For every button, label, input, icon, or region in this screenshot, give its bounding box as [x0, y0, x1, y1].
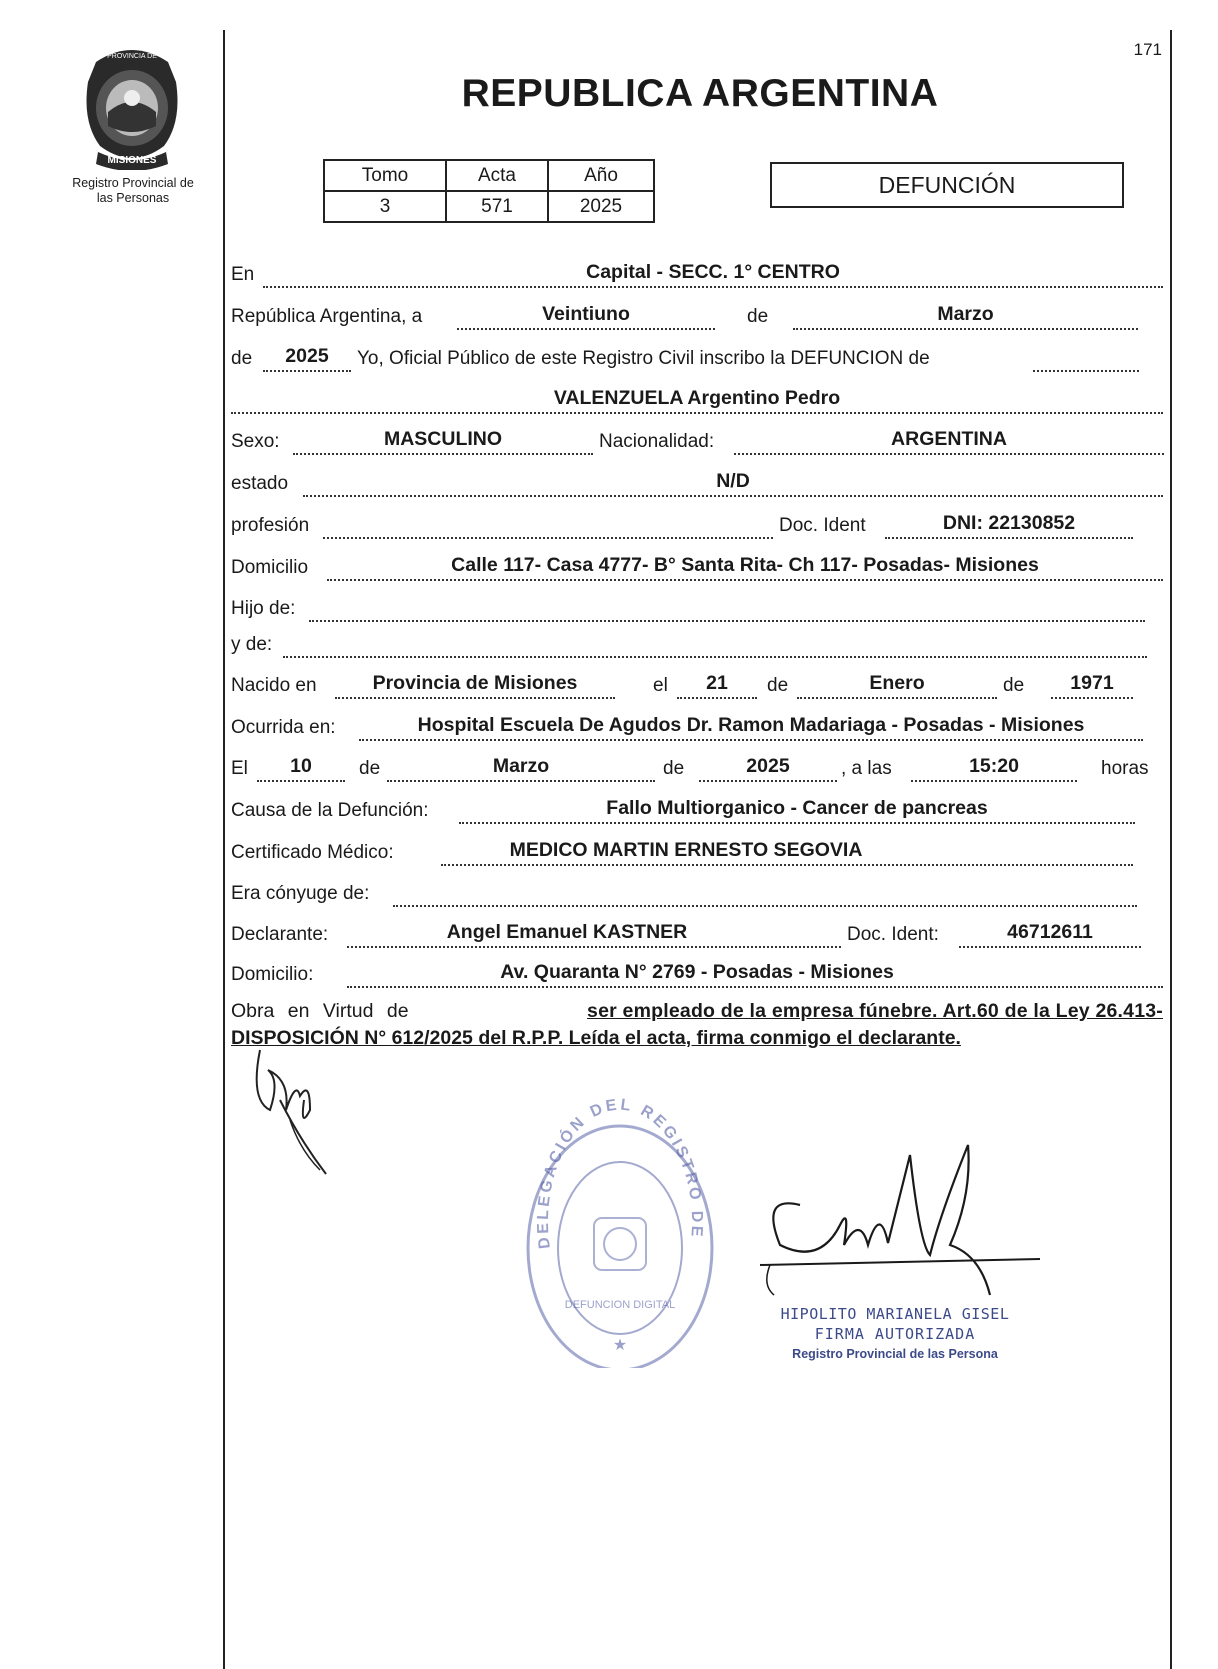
line-estado [231, 467, 1163, 501]
en-value: Capital - SECC. 1° CENTRO [586, 261, 840, 283]
death-time: 15:20 [969, 755, 1019, 777]
line-decl-domicilio [231, 958, 1163, 992]
birth-month: Enero [869, 672, 925, 694]
province-logo [68, 42, 196, 170]
day-words: Veintiuno [542, 303, 630, 325]
certificado-value: MEDICO MARTIN ERNESTO SEGOVIA [509, 839, 863, 861]
birth-day: 21 [706, 672, 728, 694]
hijo-field [309, 594, 1145, 622]
el-death-label: El [231, 758, 248, 779]
conyuge-field [393, 879, 1137, 907]
page-number: 171 [1133, 40, 1162, 59]
line-conyuge [231, 877, 1163, 911]
acta-header: Acta [446, 160, 548, 191]
el-label: el [653, 675, 668, 696]
register-table [323, 159, 655, 223]
svg-text:★: ★ [612, 1337, 628, 1354]
horas-label: horas [1101, 758, 1149, 779]
line-declarante [231, 918, 1163, 952]
line-en [231, 258, 1163, 292]
estado-value: N/D [716, 470, 750, 492]
nacionalidad-label: Nacionalidad: [599, 431, 715, 452]
causa-value: Fallo Multiorganico - Cancer de pancreas [606, 797, 988, 819]
republica-label: República Argentina, a [231, 306, 423, 327]
declarant-signature [240, 1040, 340, 1185]
official-stamp [520, 1098, 720, 1373]
domicilio-value: Calle 117- Casa 4777- B° Santa Rita- Ch 117- Posadas- Misiones [451, 554, 1039, 576]
logo-caption-line-1: Registro Provincial de [72, 176, 194, 190]
line-certificado [231, 836, 1163, 870]
logo-caption [48, 176, 218, 206]
obra-line-1 [231, 998, 1163, 1025]
line-death-date [231, 752, 1163, 786]
tomo-value: 3 [324, 191, 446, 222]
profesion-field [323, 511, 773, 539]
right-margin-line [1170, 30, 1172, 1669]
left-margin-line [223, 30, 225, 1669]
officer-trailing-field [1033, 344, 1139, 372]
nacido-label: Nacido en [231, 675, 317, 696]
birth-year: 1971 [1070, 672, 1114, 694]
logo-caption-line-2: las Personas [96, 191, 170, 205]
official-signature [740, 1135, 1060, 1320]
certificado-label: Certificado Médico: [231, 842, 394, 863]
deceased-name: VALENZUELA Argentino Pedro [553, 387, 841, 409]
line-date [231, 300, 1163, 334]
ano-value: 2025 [548, 191, 654, 222]
declarante-label: Declarante: [231, 924, 329, 945]
svg-text:MISIONES: MISIONES [107, 155, 157, 166]
death-month: Marzo [492, 755, 550, 777]
line-sex-nationality [231, 425, 1163, 459]
a-las-label: , a las [841, 758, 892, 779]
acta-value: 571 [446, 191, 548, 222]
de-label-5: de [359, 758, 381, 779]
y-de-field [283, 630, 1147, 658]
decl-doc-label: Doc. Ident: [847, 924, 939, 945]
year-value: 2025 [285, 345, 329, 367]
de-label-4: de [1003, 675, 1025, 696]
decl-doc-value: 46712611 [1007, 921, 1093, 943]
sexo-value: MASCULINO [383, 428, 503, 450]
causa-label: Causa de la Defunción: [231, 800, 429, 821]
declarante-value: Angel Emanuel KASTNER [446, 921, 688, 943]
decl-dom-value: Av. Quaranta N° 2769 - Posadas - Misiones [500, 961, 894, 983]
profesion-label: profesión [231, 515, 310, 536]
doc-ident-value: DNI: 22130852 [942, 512, 1076, 534]
officer-text: Yo, Oficial Público de este Registro Civil inscribo la DEFUNCION de [357, 348, 930, 369]
obra-paragraph [231, 998, 1163, 1052]
line-domicilio [231, 551, 1163, 585]
ano-header: Año [548, 160, 654, 191]
signature-org: Registro Provincial de las Persona [792, 1347, 998, 1361]
estado-label: estado [231, 473, 289, 494]
domicilio-label: Domicilio [231, 557, 309, 578]
ocurrida-value: Hospital Escuela De Agudos Dr. Ramon Madariaga - Posadas - Misiones [417, 714, 1085, 736]
signature-name: HIPOLITO MARIANELA GISEL [780, 1305, 1010, 1323]
sexo-label: Sexo: [231, 431, 280, 452]
en-label: En [231, 264, 255, 285]
nacido-value: Provincia de Misiones [372, 672, 578, 694]
line-causa [231, 794, 1163, 828]
death-year: 2025 [746, 755, 790, 777]
line-hijo [231, 592, 1163, 626]
de-label-6: de [663, 758, 685, 779]
obra-line-2-text: DISPOSICIÓN N° 612/2025 del R.P.P. Leída el acta, firma conmigo el declarante. [231, 1027, 961, 1049]
death-day: 10 [290, 755, 312, 777]
signature-role: FIRMA AUTORIZADA [814, 1325, 976, 1343]
svg-text:PROVINCIA DE: PROVINCIA DE [107, 53, 157, 60]
line-officer [231, 342, 1163, 376]
tomo-header: Tomo [324, 160, 446, 191]
month-value: Marzo [937, 303, 994, 325]
decl-dom-label: Domicilio: [231, 964, 314, 985]
line-ocurrida [231, 711, 1163, 745]
page-title: REPUBLICA ARGENTINA [461, 72, 939, 115]
line-deceased-name [231, 384, 1163, 418]
signature-caption [760, 1305, 1030, 1361]
de-label-1: de [747, 306, 769, 327]
line-birth [231, 669, 1163, 703]
obra-bold: ser empleado de la empresa fúnebre. Art.60 de la Ley 26.413- [587, 1000, 1163, 1022]
de-label-2: de [231, 348, 253, 369]
record-type-box: DEFUNCIÓN [770, 162, 1124, 208]
stamp-inner-text: DEFUNCION DIGITAL [564, 1299, 676, 1311]
ocurrida-label: Ocurrida en: [231, 717, 336, 738]
nacionalidad-value: ARGENTINA [891, 428, 1007, 450]
line-y-de [231, 628, 1163, 662]
hijo-label: Hijo de: [231, 598, 296, 619]
stamp-ring-text: DELEGACIÓN DEL REGISTRO DE [534, 1098, 706, 1250]
obra-prefix: Obra en Virtud de [231, 1000, 409, 1022]
y-de-label: y de: [231, 634, 273, 655]
de-label-3: de [767, 675, 789, 696]
obra-line-2 [231, 1025, 1163, 1052]
line-profession-doc [231, 509, 1163, 543]
doc-ident-label: Doc. Ident [779, 515, 866, 536]
conyuge-label: Era cónyuge de: [231, 883, 370, 904]
svg-text:DELEGACIÓN DEL REGISTRO DE LAS [520, 1098, 705, 1250]
